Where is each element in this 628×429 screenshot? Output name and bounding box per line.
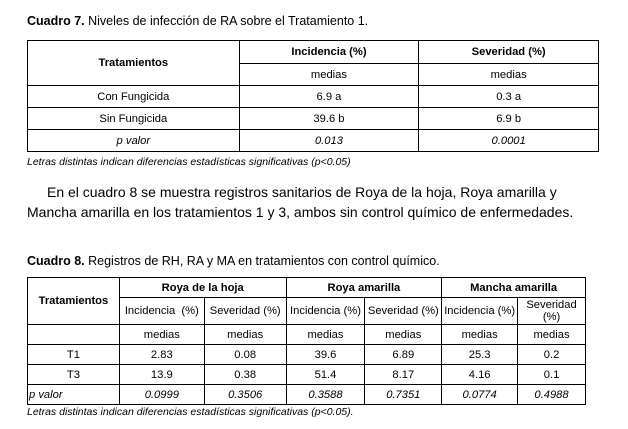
- table-cell: 51.4: [286, 365, 365, 385]
- cuadro7-title: Niveles de infección de RA sobre el Tratamiento 1.: [84, 14, 369, 28]
- empty-cell: [28, 325, 120, 345]
- pvalor-incidencia: 0.013: [239, 130, 419, 152]
- col-ma-severidad: Severidad (%): [518, 298, 586, 325]
- medias-cell: medias: [365, 325, 442, 345]
- sub-incidencia: medias: [239, 64, 419, 86]
- cuadro8-note: Letras distintas indican diferencias estadísticas significativas (p<0.05).: [27, 406, 354, 418]
- group-roya-amarilla: Roya amarilla: [286, 278, 442, 298]
- table-cell: 2.83: [119, 345, 204, 365]
- table-cell: 8.17: [365, 365, 442, 385]
- header-tratamientos: Tratamientos: [28, 278, 120, 325]
- pvalor-cell: 0.7351: [365, 385, 442, 405]
- table-cell: 6.89: [365, 345, 442, 365]
- table-cell: 4.16: [442, 365, 518, 385]
- cuadro7-label: Cuadro 7.: [27, 14, 85, 28]
- pvalor-cell: 0.0774: [442, 385, 518, 405]
- cell-incidencia: 39.6 b: [239, 108, 419, 130]
- row-name: T1: [28, 345, 120, 365]
- row-name: Sin Fungicida: [28, 108, 240, 130]
- table-row: [28, 345, 586, 365]
- cell-severidad: 6.9 b: [419, 108, 599, 130]
- pvalor-row: [28, 385, 586, 405]
- cell-severidad: 0.3 a: [419, 86, 599, 108]
- pvalor-cell: 0.3588: [286, 385, 365, 405]
- cuadro7-table: [27, 40, 599, 152]
- row-name: T3: [28, 365, 120, 385]
- group-mancha-amarilla: Mancha amarilla: [442, 278, 586, 298]
- row-name: Con Fungicida: [28, 86, 240, 108]
- table-row: [28, 108, 599, 130]
- col-ra-severidad: Severidad (%): [365, 298, 442, 325]
- group-roya-hoja: Roya de la hoja: [119, 278, 286, 298]
- table-cell: 39.6: [286, 345, 365, 365]
- col-ra-incidencia: Incidencia (%): [286, 298, 365, 325]
- medias-cell: medias: [204, 325, 286, 345]
- table-cell: 0.08: [204, 345, 286, 365]
- medias-cell: medias: [518, 325, 586, 345]
- header-tratamientos: Tratamientos: [28, 41, 240, 86]
- medias-cell: medias: [119, 325, 204, 345]
- medias-cell: medias: [442, 325, 518, 345]
- table-row: [28, 86, 599, 108]
- table-cell: 0.38: [204, 365, 286, 385]
- sub-severidad: medias: [419, 64, 599, 86]
- cuadro8-title: Registros de RH, RA y MA en tratamientos con control químico.: [84, 254, 440, 268]
- cuadro8-table: [27, 277, 586, 405]
- header-severidad: Severidad (%): [419, 41, 599, 64]
- cuadro8-caption: [27, 254, 440, 268]
- table-cell: 0.1: [518, 365, 586, 385]
- col-ma-incidencia: Incidencia (%): [442, 298, 518, 325]
- table-cell: 0.2: [518, 345, 586, 365]
- cuadro8-label: Cuadro 8.: [27, 254, 85, 268]
- cuadro7-caption: [27, 14, 368, 28]
- table-cell: 25.3: [442, 345, 518, 365]
- medias-row: [28, 325, 586, 345]
- body-paragraph: En el cuadro 8 se muestra registros sanitarios de Roya de la hoja, Roya amarilla y Mancha amarilla en los tratamientos 1 y 3, ambos sin control químico de enfermedades.: [27, 184, 574, 220]
- col-rh-severidad: Severidad (%): [204, 298, 286, 325]
- pvalor-label: p valor: [28, 385, 120, 405]
- pvalor-cell: 0.3506: [204, 385, 286, 405]
- table-row: [28, 365, 586, 385]
- pvalor-row: [28, 130, 599, 152]
- pvalor-severidad: 0.0001: [419, 130, 599, 152]
- pvalor-cell: 0.4988: [518, 385, 586, 405]
- medias-cell: medias: [286, 325, 365, 345]
- header-incidencia: Incidencia (%): [239, 41, 419, 64]
- table-cell: 13.9: [119, 365, 204, 385]
- cell-incidencia: 6.9 a: [239, 86, 419, 108]
- col-rh-incidencia: Incidencia (%): [119, 298, 204, 325]
- pvalor-label: p valor: [28, 130, 240, 152]
- cuadro7-note: Letras distintas indican diferencias estadísticas significativas (p<0.05): [27, 156, 351, 168]
- pvalor-cell: 0.0999: [119, 385, 204, 405]
